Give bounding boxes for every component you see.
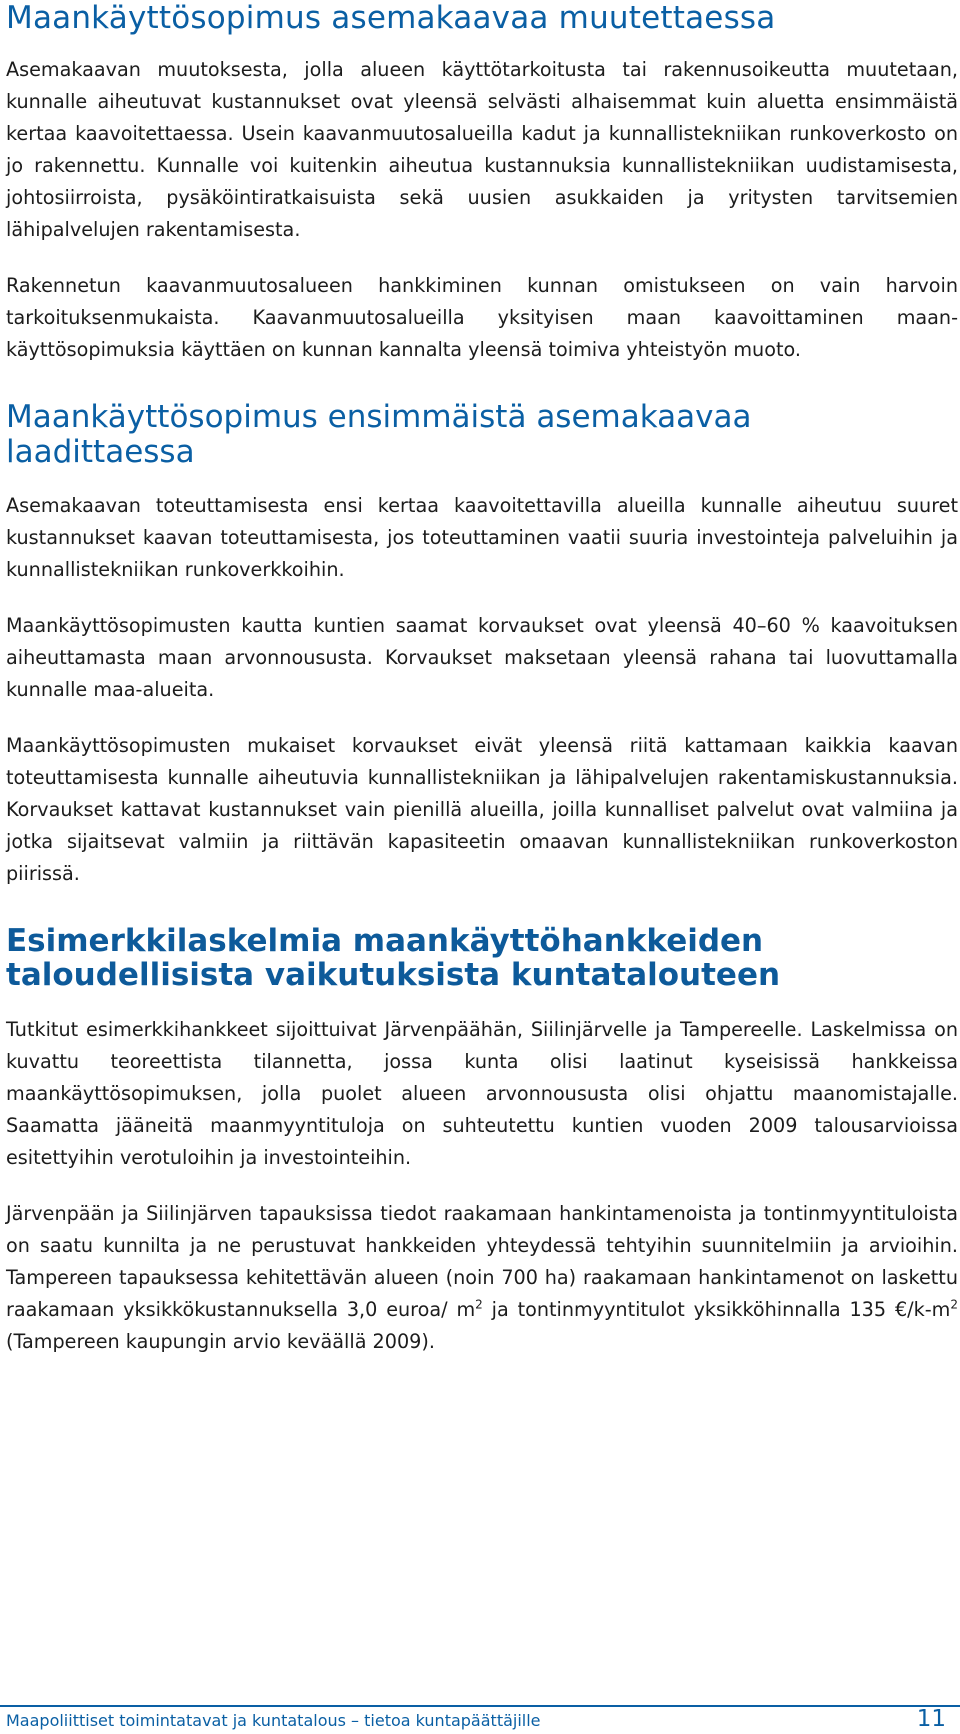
superscript: 2 [475, 1297, 483, 1312]
section-heading [6, 400, 958, 470]
paragraph: Tutkitut esimerkkihankkeet sijoittuivat Järvenpäähän, Siilinjärvelle ja Tampereelle. Laskelmissa on kuvattu teoreettista tilannetta, jossa kunta olisi laatinut kyseisissä hankkeissa maankäyttösopimuksen, jolla puolet alueen arvonnoususta olisi ohjattu maanomistajalle. Saamatta jääneitä maanmyyntituloja on suhteutettu kuntien vuoden 2009 talousarvioissa esitettyihin verotuloihin ja investointeihin. [6, 1018, 958, 1169]
section-heading-line: laadittaessa [6, 434, 195, 470]
section-body [6, 1014, 958, 1358]
paragraph [6, 1198, 958, 1358]
footer-title: Maapoliittiset toimintatavat ja kuntatalous – tietoa kuntapäättäjille [6, 1711, 541, 1730]
section-maankayttosopimus-muutettaessa [6, 0, 958, 366]
paragraph: Asemakaavan muutoksesta, jolla alueen käyttötarkoitusta tai rakennusoikeutta muutetaan, kunnalle aiheutuvat kustannukset ovat yleensä selvästi alhaisemmat kuin aluetta ensimmäistä kertaa kaavoitettaessa. Usein kaavanmuutosalueilla kadut ja kunnallistekniikan runkoverkosto on jo rakennettu. Kunnalle voi kuitenkin aiheutua kustannuksia kunnallistekniikan uudistamisesta, johtosiirroista, pysäköintiratkaisuista sekä uusien asukkaiden ja yritysten tarvitsemien lähipalvelujen rakentamisesta. [6, 58, 958, 241]
paragraph: Rakennetun kaavanmuutosalueen hankkiminen kunnan omistukseen on vain harvoin tarkoituksenmukaista. Kaavanmuutosalueilla yksityisen maan kaavoittaminen maankäyttösopimuksia käyttäen on kunnan kannalta yleensä toimiva yhteistyön muoto. [6, 274, 958, 361]
section-esimerkkilaskelmia [6, 924, 958, 1358]
section-heading-line: Maankäyttösopimus ensimmäistä asemakaavaa [6, 399, 752, 435]
footer-divider [0, 1705, 960, 1707]
paragraph-text: Järvenpään ja Siilinjärven tapauksissa tiedot raakamaan hankintamenoista ja tontinmyyntituloista on saatu kunnilta ja ne perustuvat hankkeiden yhteydessä tehtyihin suunnitelmiin ja arvioihin. Tampereen tapauksessa kehitettävän alueen (noin 700 ha) raakamaan hankintamenot on laskettu raakamaan yksikkökustannuksella 3,0 euroa/ m [6, 1202, 958, 1321]
paragraph: Asemakaavan toteuttamisesta ensi kertaa kaavoitettavilla alueilla kunnalle aiheutuu suuret kustannukset kaavan toteuttamisesta, jos toteuttaminen vaatii suuria investointeja palveluihin ja kunnallistekniikan runkoverkkoihin. [6, 494, 958, 581]
section-heading-line: Esimerkkilaskelmia maankäyttöhankkeiden [6, 923, 764, 959]
section-heading-line: taloudellisista vaikutuksista kuntatalouteen [6, 957, 781, 993]
section-body [6, 490, 958, 890]
section-ensimmaista-asemakaavaa [6, 400, 958, 890]
section-heading [6, 924, 958, 992]
paragraph: Maankäyttösopimusten kautta kuntien saamat korvaukset ovat yleensä 40–60 % kaavoituksen aiheuttamasta maan arvonnoususta. Korvaukset maksetaan yleensä rahana tai luovuttamalla kunnalle maa-alueita. [6, 614, 958, 701]
superscript: 2 [950, 1297, 958, 1312]
paragraph: Maankäyttösopimusten mukaiset korvaukset eivät yleensä riitä kattamaan kaikkia kaavan toteuttamisesta kunnalle aiheutuvia kunnallistekniikan ja lähipalvelujen rakentamiskustannuksia. Korvaukset kattavat kustannukset vain pienillä alueilla, joilla kunnalliset palvelut ovat valmiina ja jotka sijaitsevat valmiin ja riittävän kapasiteetin omaavan kunnallistekniikan runkoverkoston piirissä. [6, 734, 958, 885]
section-body [6, 54, 958, 366]
paragraph-text: ja tontinmyyntitulot yksikköhinnalla 135 €/k-m [482, 1298, 951, 1321]
page-number: 11 [916, 1706, 946, 1732]
section-heading: Maankäyttösopimus asemakaavaa muutettaessa [6, 0, 776, 36]
paragraph-text: (Tampereen kaupungin arvio keväällä 2009). [6, 1330, 435, 1353]
